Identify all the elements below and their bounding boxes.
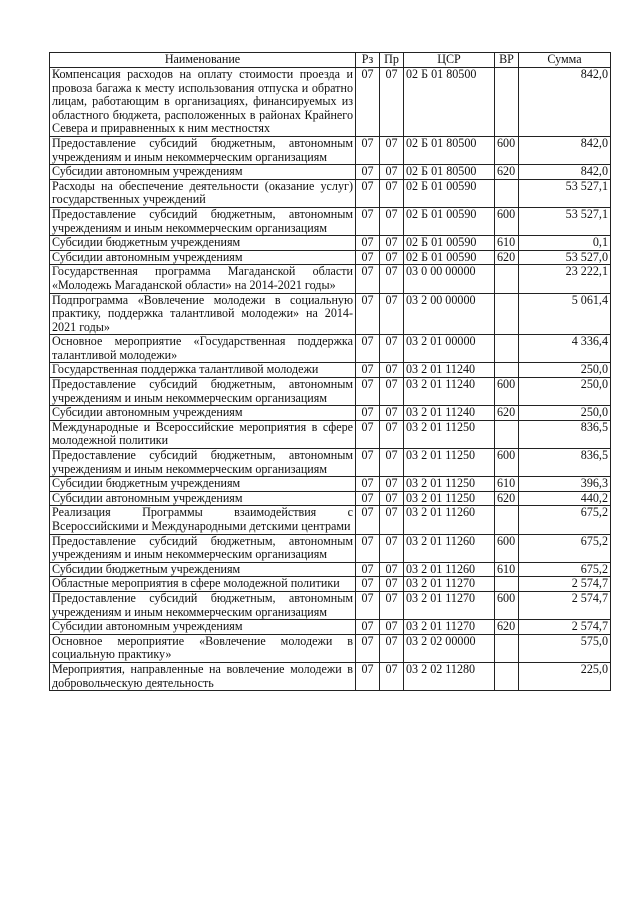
cell-name: Предоставление субсидий бюджетным, автономным учреждениям и иным некоммерческим организациям [50,449,356,477]
cell-rz: 07 [356,477,380,492]
cell-sum: 575,0 [519,634,611,662]
cell-sum: 5 061,4 [519,293,611,335]
cell-sum: 2 574,7 [519,591,611,619]
cell-sum: 842,0 [519,165,611,180]
cell-name: Предоставление субсидий бюджетным, автономным учреждениям и иным некоммерческим организациям [50,378,356,406]
cell-csr: 03 2 02 11280 [404,662,495,690]
cell-rz: 07 [356,577,380,592]
cell-rz: 07 [356,420,380,448]
cell-csr: 03 0 00 00000 [404,265,495,293]
cell-vr: 600 [495,534,519,562]
cell-rz: 07 [356,378,380,406]
cell-pr: 07 [380,477,404,492]
header-vr: ВР [495,53,519,68]
cell-csr: 02 Б 01 80500 [404,165,495,180]
cell-pr: 07 [380,165,404,180]
table-row [50,406,611,421]
cell-vr [495,420,519,448]
cell-sum: 842,0 [519,68,611,137]
cell-sum: 440,2 [519,491,611,506]
cell-rz: 07 [356,335,380,363]
cell-name: Расходы на обеспечение деятельности (оказание услуг) государственных учреждений [50,179,356,207]
cell-pr: 07 [380,136,404,164]
table-row [50,620,611,635]
cell-vr [495,634,519,662]
cell-pr: 07 [380,534,404,562]
cell-vr: 600 [495,378,519,406]
cell-pr: 07 [380,179,404,207]
cell-pr: 07 [380,363,404,378]
cell-csr: 03 2 01 11270 [404,577,495,592]
cell-csr: 02 Б 01 00590 [404,250,495,265]
cell-pr: 07 [380,506,404,534]
cell-vr: 620 [495,620,519,635]
cell-rz: 07 [356,491,380,506]
cell-name: Субсидии автономным учреждениям [50,491,356,506]
cell-csr: 02 Б 01 00590 [404,179,495,207]
table-row [50,591,611,619]
table-row [50,236,611,251]
cell-pr: 07 [380,207,404,235]
cell-pr: 07 [380,562,404,577]
cell-rz: 07 [356,449,380,477]
table-row [50,265,611,293]
cell-pr: 07 [380,406,404,421]
cell-vr: 610 [495,477,519,492]
cell-rz: 07 [356,363,380,378]
cell-vr: 600 [495,449,519,477]
cell-sum: 53 527,0 [519,250,611,265]
cell-rz: 07 [356,634,380,662]
cell-name: Государственная поддержка талантливой молодежи [50,363,356,378]
cell-name: Субсидии бюджетным учреждениям [50,562,356,577]
cell-pr: 07 [380,591,404,619]
table-row [50,335,611,363]
cell-sum: 2 574,7 [519,577,611,592]
cell-rz: 07 [356,534,380,562]
cell-vr: 600 [495,136,519,164]
cell-pr: 07 [380,68,404,137]
cell-vr: 620 [495,250,519,265]
table-row [50,250,611,265]
cell-pr: 07 [380,236,404,251]
cell-name: Предоставление субсидий бюджетным, автономным учреждениям и иным некоммерческим организациям [50,207,356,235]
cell-rz: 07 [356,506,380,534]
cell-sum: 675,2 [519,506,611,534]
cell-sum: 250,0 [519,363,611,378]
cell-sum: 836,5 [519,420,611,448]
table-row [50,506,611,534]
budget-table [49,52,611,691]
cell-rz: 07 [356,250,380,265]
table-row [50,207,611,235]
cell-csr: 03 2 01 11270 [404,620,495,635]
cell-vr [495,68,519,137]
cell-sum: 2 574,7 [519,620,611,635]
cell-pr: 07 [380,577,404,592]
header-csr: ЦСР [404,53,495,68]
cell-name: Основное мероприятие «Государственная поддержка талантливой молодежи» [50,335,356,363]
cell-vr [495,662,519,690]
cell-rz: 07 [356,293,380,335]
cell-name: Предоставление субсидий бюджетным, автономным учреждениям и иным некоммерческим организациям [50,534,356,562]
cell-rz: 07 [356,662,380,690]
header-pr: Пр [380,53,404,68]
cell-name: Субсидии автономным учреждениям [50,406,356,421]
cell-rz: 07 [356,207,380,235]
cell-csr: 03 2 01 11240 [404,406,495,421]
cell-sum: 53 527,1 [519,179,611,207]
cell-vr [495,506,519,534]
cell-csr: 02 Б 01 80500 [404,136,495,164]
cell-sum: 23 222,1 [519,265,611,293]
cell-name: Субсидии бюджетным учреждениям [50,477,356,492]
cell-vr: 620 [495,406,519,421]
cell-pr: 07 [380,491,404,506]
table-body [50,68,611,691]
header-rz: Рз [356,53,380,68]
table-row [50,662,611,690]
cell-csr: 03 2 01 11250 [404,449,495,477]
cell-pr: 07 [380,378,404,406]
cell-rz: 07 [356,620,380,635]
cell-name: Областные мероприятия в сфере молодежной политики [50,577,356,592]
cell-vr: 600 [495,207,519,235]
cell-csr: 03 2 01 11260 [404,562,495,577]
cell-pr: 07 [380,634,404,662]
cell-pr: 07 [380,662,404,690]
cell-sum: 250,0 [519,378,611,406]
cell-name: Субсидии автономным учреждениям [50,620,356,635]
table-row [50,562,611,577]
cell-sum: 250,0 [519,406,611,421]
table-row [50,534,611,562]
cell-csr: 03 2 02 00000 [404,634,495,662]
cell-rz: 07 [356,179,380,207]
cell-vr: 610 [495,562,519,577]
cell-name: Компенсация расходов на оплату стоимости проезда и провоза багажа к месту использования отпуска и обратно лицам, работающим в организациях, финансируемых из областного бюджета, расположенных в районах Крайнего Севера и приравненных к ним местностях [50,68,356,137]
table-row [50,293,611,335]
cell-vr: 610 [495,236,519,251]
cell-csr: 02 Б 01 00590 [404,207,495,235]
cell-name: Основное мероприятие «Вовлечение молодежи в социальную практику» [50,634,356,662]
header-sum: Сумма [519,53,611,68]
cell-csr: 03 2 01 11260 [404,506,495,534]
cell-csr: 03 2 01 11240 [404,378,495,406]
cell-sum: 675,2 [519,562,611,577]
table-header [50,53,611,68]
cell-pr: 07 [380,293,404,335]
cell-name: Подпрограмма «Вовлечение молодежи в социальную практику, поддержка талантливой молодежи» на 2014-2021 годы» [50,293,356,335]
table-row [50,378,611,406]
cell-pr: 07 [380,420,404,448]
cell-name: Субсидии автономным учреждениям [50,250,356,265]
cell-vr [495,179,519,207]
cell-sum: 4 336,4 [519,335,611,363]
cell-rz: 07 [356,562,380,577]
cell-name: Субсидии автономным учреждениям [50,165,356,180]
cell-csr: 03 2 01 11240 [404,363,495,378]
cell-sum: 836,5 [519,449,611,477]
cell-name: Международные и Всероссийские мероприятия в сфере молодежной политики [50,420,356,448]
header-name: Наименование [50,53,356,68]
cell-rz: 07 [356,591,380,619]
cell-rz: 07 [356,68,380,137]
cell-pr: 07 [380,335,404,363]
cell-csr: 02 Б 01 00590 [404,236,495,251]
cell-vr [495,293,519,335]
cell-pr: 07 [380,250,404,265]
header-row [50,53,611,68]
cell-rz: 07 [356,236,380,251]
cell-csr: 02 Б 01 80500 [404,68,495,137]
cell-pr: 07 [380,620,404,635]
cell-vr: 620 [495,165,519,180]
cell-csr: 03 2 00 00000 [404,293,495,335]
table-row [50,165,611,180]
cell-name: Государственная программа Магаданской области «Молодежь Магаданской области» на 2014-2021 годы» [50,265,356,293]
cell-csr: 03 2 01 11260 [404,534,495,562]
cell-vr [495,363,519,378]
table-row [50,136,611,164]
cell-pr: 07 [380,265,404,293]
cell-rz: 07 [356,406,380,421]
cell-name: Реализация Программы взаимодействия с Всероссийскими и Международными детскими центрами [50,506,356,534]
cell-csr: 03 2 01 11250 [404,491,495,506]
table-row [50,577,611,592]
cell-name: Мероприятия, направленные на вовлечение молодежи в добровольческую деятельность [50,662,356,690]
cell-rz: 07 [356,136,380,164]
cell-sum: 0,1 [519,236,611,251]
cell-vr [495,577,519,592]
table-row [50,420,611,448]
cell-sum: 53 527,1 [519,207,611,235]
cell-name: Субсидии бюджетным учреждениям [50,236,356,251]
cell-sum: 396,3 [519,477,611,492]
cell-csr: 03 2 01 00000 [404,335,495,363]
cell-csr: 03 2 01 11270 [404,591,495,619]
cell-name: Предоставление субсидий бюджетным, автономным учреждениям и иным некоммерческим организациям [50,136,356,164]
table-row [50,491,611,506]
table-row [50,179,611,207]
table-row [50,363,611,378]
cell-rz: 07 [356,165,380,180]
cell-vr [495,335,519,363]
cell-vr: 600 [495,591,519,619]
cell-name: Предоставление субсидий бюджетным, автономным учреждениям и иным некоммерческим организациям [50,591,356,619]
cell-sum: 675,2 [519,534,611,562]
cell-csr: 03 2 01 11250 [404,477,495,492]
cell-csr: 03 2 01 11250 [404,420,495,448]
cell-rz: 07 [356,265,380,293]
cell-pr: 07 [380,449,404,477]
cell-vr [495,265,519,293]
cell-sum: 225,0 [519,662,611,690]
table-row [50,634,611,662]
cell-vr: 620 [495,491,519,506]
cell-sum: 842,0 [519,136,611,164]
table-row [50,449,611,477]
table-row [50,68,611,137]
budget-page [49,52,611,691]
table-row [50,477,611,492]
